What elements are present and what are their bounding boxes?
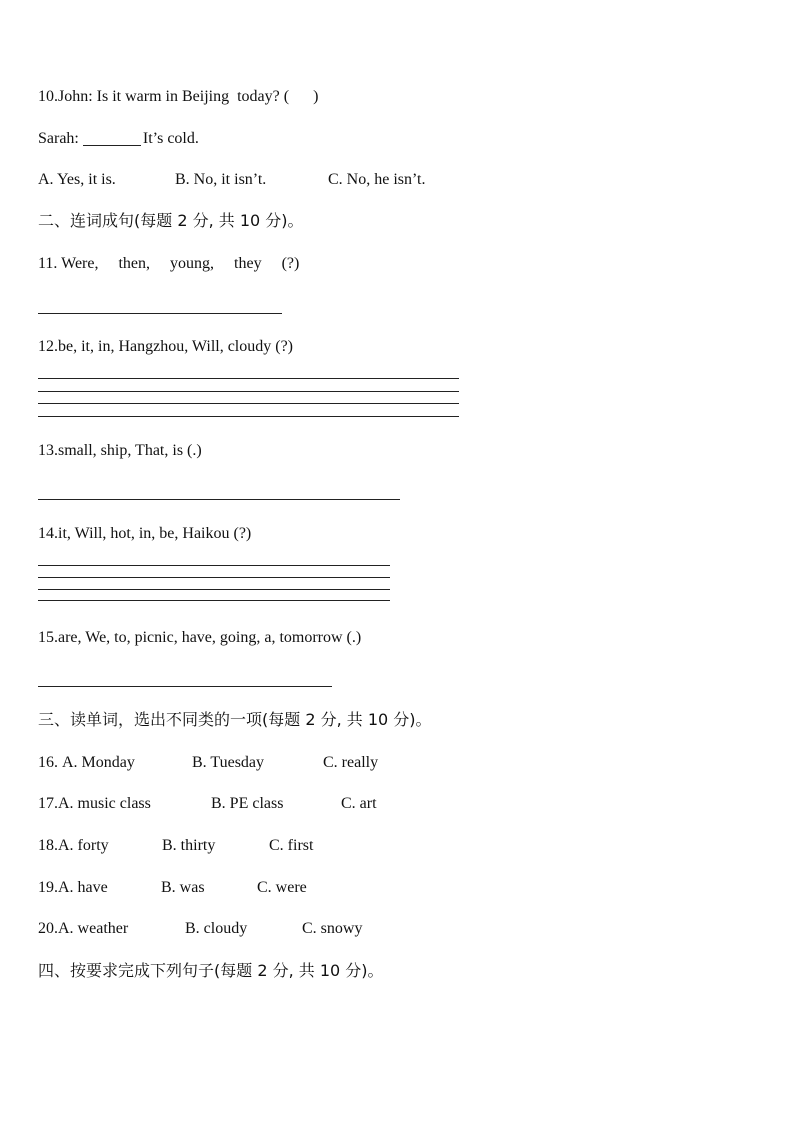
answer-line-14c[interactable] [38, 589, 390, 590]
question-14: 14.it, Will, hot, in, be, Haikou (?) [38, 525, 252, 542]
option-a[interactable]: A. Monday [62, 754, 135, 771]
answer-line-11[interactable] [38, 313, 282, 314]
option-a[interactable]: A. Yes, it is. [38, 171, 116, 188]
option-b[interactable]: B. No, it isn’t. [175, 171, 267, 188]
question-10-answer-line [38, 129, 199, 149]
option-b[interactable]: B. cloudy [185, 920, 248, 937]
question-12: 12.be, it, in, Hangzhou, Will, cloudy (?) [38, 338, 294, 355]
option-b[interactable]: B. Tuesday [192, 754, 265, 771]
answer-line-12a[interactable] [38, 378, 459, 379]
question-number: 19. [38, 879, 58, 896]
option-a[interactable]: A. weather [58, 920, 129, 937]
option-b[interactable]: B. thirty [162, 837, 216, 854]
option-c[interactable]: C. really [323, 754, 379, 771]
option-c[interactable]: C. first [269, 837, 314, 854]
question-13: 13.small, ship, That, is (.) [38, 442, 202, 459]
option-a[interactable]: A. forty [58, 837, 109, 854]
section-2-heading: 二、连词成句(每题 2 分, 共 10 分)。 [38, 211, 304, 230]
option-c[interactable]: C. No, he isn’t. [328, 171, 426, 188]
answer-line-14b[interactable] [38, 577, 390, 578]
option-c[interactable]: C. were [257, 879, 307, 896]
question-number: 18. [38, 837, 58, 854]
option-a[interactable]: A. have [58, 879, 108, 896]
question-17 [38, 794, 377, 814]
answer-line-12d[interactable] [38, 416, 459, 417]
answer-line-13[interactable] [38, 499, 400, 500]
question-number: 20. [38, 920, 58, 937]
answer-line-12c[interactable] [38, 403, 459, 404]
question-10-options [38, 170, 425, 190]
section-3-heading: 三、读单词，选出不同类的一项(每题 2 分, 共 10 分)。 [38, 710, 432, 729]
question-number: 16. [38, 754, 62, 771]
question-number: 17. [38, 795, 58, 812]
question-10: 10.John: Is it warm in Beijing today? ( ) [38, 88, 319, 105]
option-a[interactable]: A. music class [58, 795, 151, 812]
answer-line-15[interactable] [38, 686, 332, 687]
question-20 [38, 919, 362, 939]
answer-line-12b[interactable] [38, 391, 459, 392]
section-4-heading: 四、按要求完成下列句子(每题 2 分, 共 10 分)。 [38, 961, 384, 980]
question-16 [38, 753, 378, 773]
option-c[interactable]: C. art [341, 795, 377, 812]
question-15: 15.are, We, to, picnic, have, going, a, tomorrow (.) [38, 629, 362, 646]
question-19 [38, 878, 307, 898]
question-11: 11. Were, then, young, they (?) [38, 255, 300, 272]
question-18 [38, 836, 313, 856]
answer-line-14d[interactable] [38, 600, 390, 601]
answer-suffix: It’s cold. [142, 130, 199, 147]
option-b[interactable]: B. PE class [211, 795, 284, 812]
answer-blank[interactable] [83, 129, 141, 146]
answer-line-14a[interactable] [38, 565, 390, 566]
answer-prefix: Sarah: [38, 130, 83, 147]
option-c[interactable]: C. snowy [302, 920, 363, 937]
option-b[interactable]: B. was [161, 879, 205, 896]
